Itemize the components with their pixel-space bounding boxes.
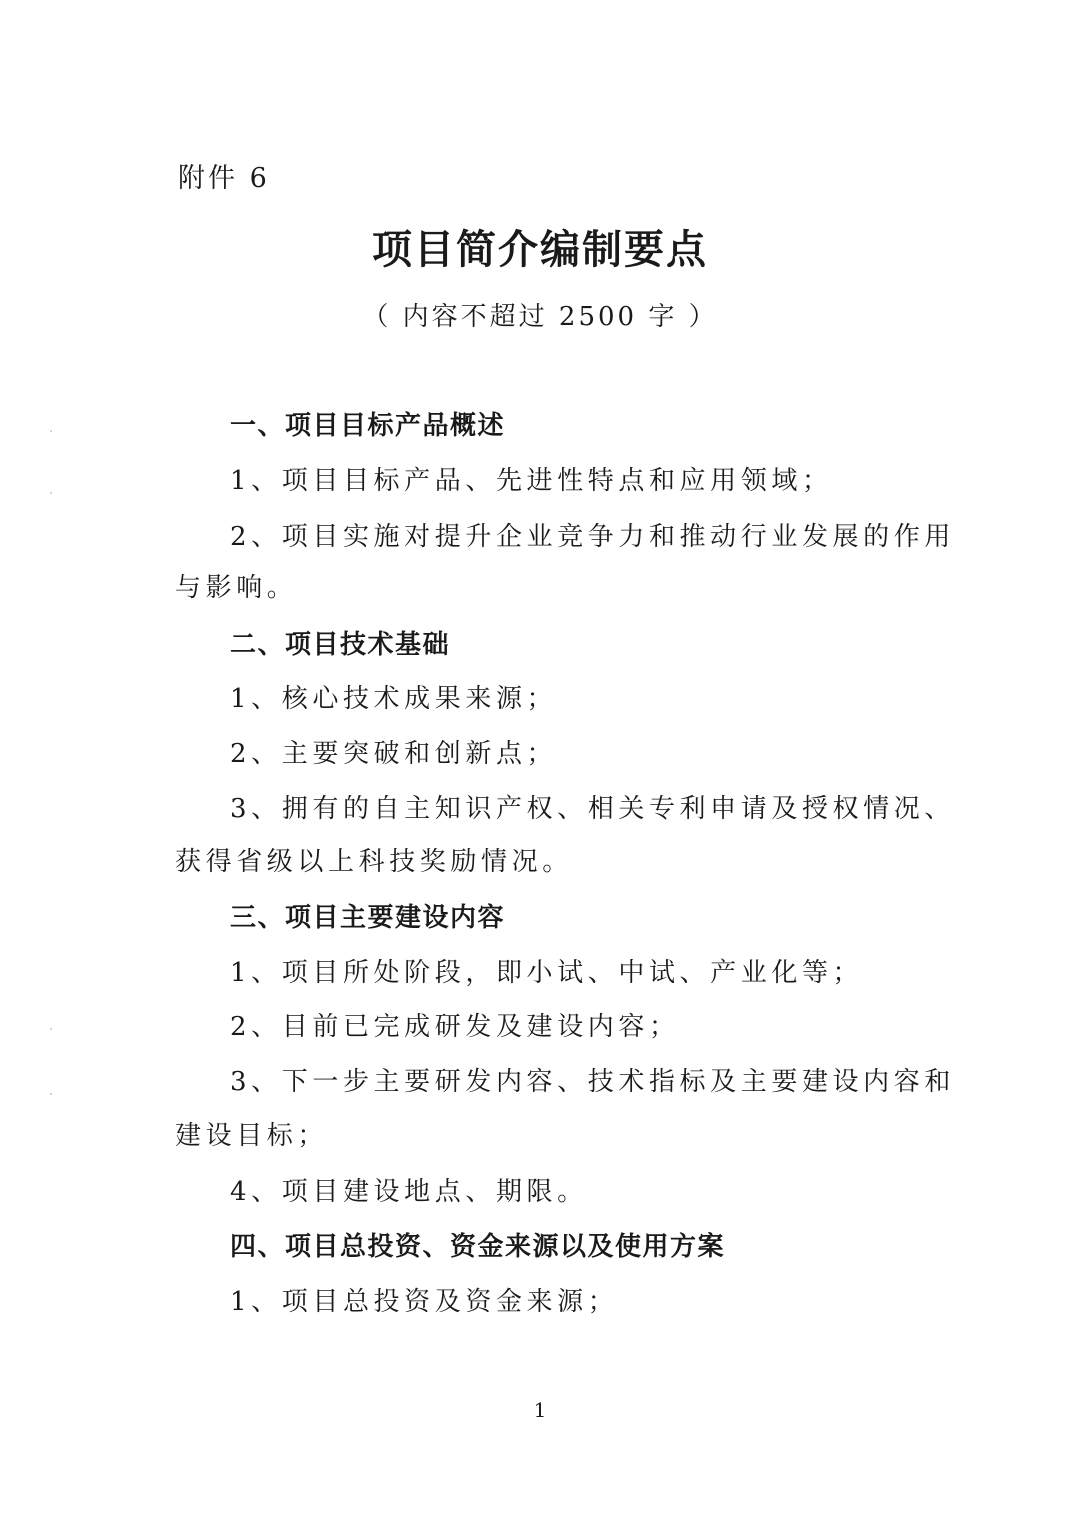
section-item: 2、主要突破和创新点； [230, 739, 558, 769]
section-item: 2、目前已完成研发及建设内容； [230, 1012, 680, 1042]
section-heading: 四、项目总投资、资金来源以及使用方案 [230, 1232, 726, 1262]
document-title: 项目简介编制要点 [372, 227, 708, 273]
section-item: 1、项目目标产品、先进性特点和应用领域； [230, 466, 833, 496]
section-heading: 二、项目技术基础 [230, 630, 451, 660]
section-item-continuation: 建设目标； [175, 1121, 329, 1151]
scan-speck [50, 492, 52, 494]
section-item: 4、项目建设地点、期限。 [230, 1177, 588, 1207]
section-item: 2、项目实施对提升企业竞争力和推动行业发展的作用 [230, 522, 955, 552]
scan-speck [50, 1093, 52, 1095]
section-item: 1、项目总投资及资金来源； [230, 1287, 619, 1317]
section-item-continuation: 与影响。 [175, 573, 298, 603]
section-heading: 三、项目主要建设内容 [230, 903, 506, 933]
section-item: 3、拥有的自主知识产权、相关专利申请及授权情况、 [230, 794, 955, 824]
scan-speck [50, 1028, 52, 1030]
section-item: 1、项目所处阶段，即小试、中试、产业化等； [230, 958, 864, 988]
document-subtitle: （ 内容不超过 2500 字 ） [362, 302, 718, 332]
page-number: 1 [533, 1398, 547, 1422]
attachment-label: 附件 6 [178, 163, 270, 194]
scan-speck [50, 430, 52, 432]
section-item: 1、核心技术成果来源； [230, 684, 558, 714]
section-item-continuation: 获得省级以上科技奖励情况。 [175, 847, 573, 877]
section-heading: 一、项目目标产品概述 [230, 411, 506, 441]
section-item: 3、下一步主要研发内容、技术指标及主要建设内容和 [230, 1067, 955, 1097]
